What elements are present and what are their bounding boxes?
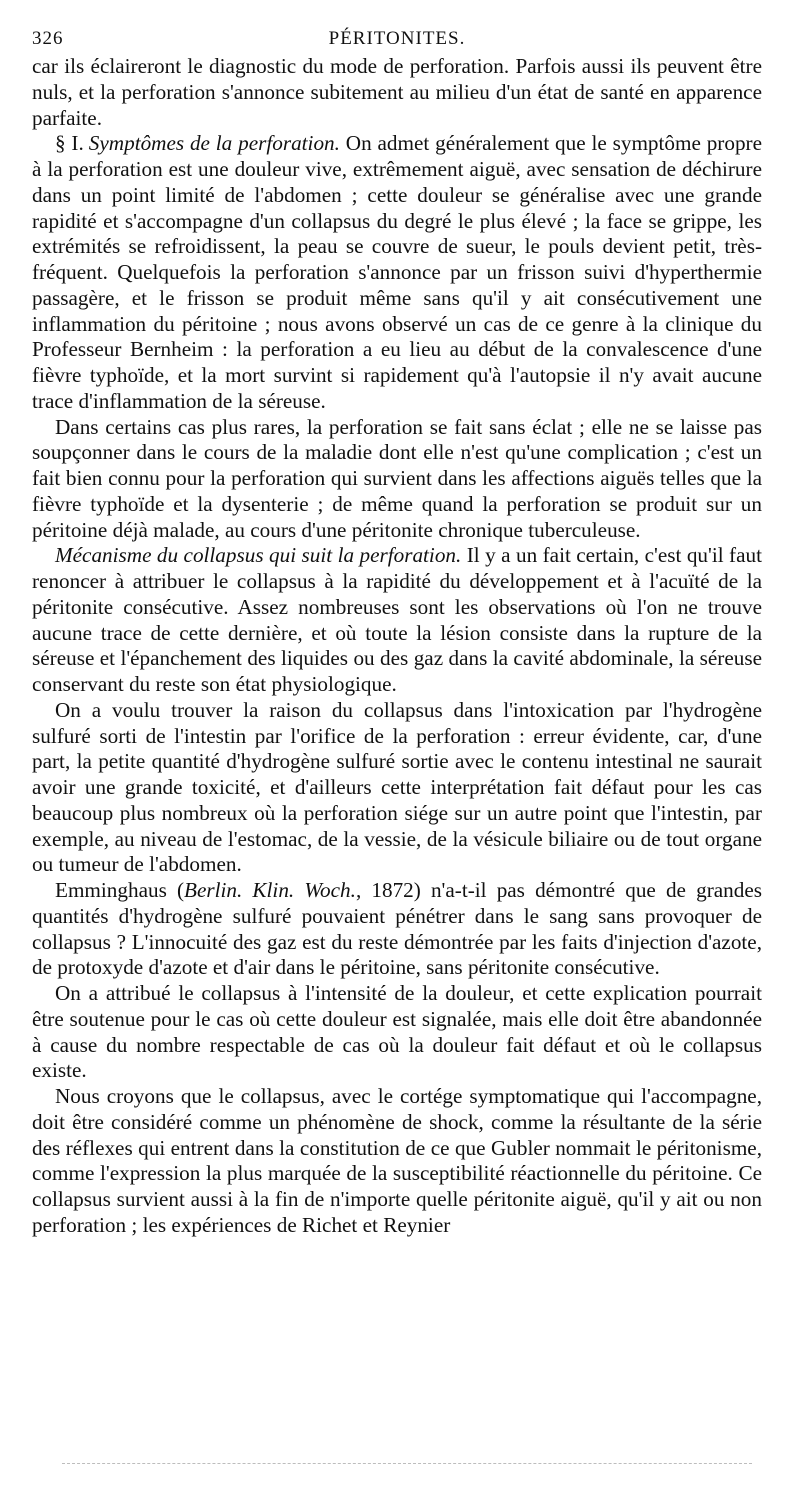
book-page bbox=[32, 28, 762, 1239]
paragraph-text: On admet généralement que le symptôme propre à la perforation est une douleur vive, extrêmement aiguë, avec sensation de déchirure dans un point limité de l'abdomen ; cette douleur se généralise avec une grande rapidité et s'accompagne d'un collapsus du degré le plus élevé ; la face se grippe, les extrémités se refroidissent, la peau se couvre de sueur, le pouls devient petit, très-fréquent. Quelquefois la perforation s'annonce par un frisson suivi d'hyperthermie passagère, et le frisson se produit même sans qu'il y ait consécutivement une inflammation du péritoine ; nous avons observé un cas de ce genre à la clinique du Professeur Bernheim : la perforation a eu lieu au début de la convalescence d'une fièvre typhoïde, et la mort survint si rapidement qu'à l'autopsie il n'y avait aucune trace d'inflammation de la séreuse. bbox=[32, 131, 763, 413]
paragraph-mechanism bbox=[32, 543, 762, 698]
paragraph-symptoms bbox=[32, 131, 762, 414]
paragraph-text: Il y a un fait certain, c'est qu'il faut renoncer à attribuer le collapsus à la rapidité du développement et à l'acuïté de la péritonite consécutive. Assez nombreuses sont les observations où l'on ne trouve aucune trace de cette dernière, et où toute la lésion consiste dans la rupture de la séreuse et l'épanchement des liquides ou des gaz dans la cavité abdominale, la séreuse conservant du reste son état physiologique. bbox=[32, 543, 762, 696]
paragraph-rare-cases: Dans certains cas plus rares, la perforation se fait sans éclat ; elle ne se laisse pas soupçonner dans le cours de la maladie dont elle n'est qu'une complication ; c'est un fait bien connu pour la perforation qui survient dans les affections aiguës telles que la fièvre typhoïde et la dysenterie ; de même quand la perforation se produit sur un péritoine déjà malade, au cours d'une péritonite chronique tuberculeuse. bbox=[32, 414, 762, 542]
paragraph-pain: On a attribué le collapsus à l'intensité de la douleur, et cette explication pourrait être soutenue pour le cas où cette douleur est signalée, mais elle doit être abandonnée à cause du nombre respectable de cas où la douleur fait défaut et où le collapsus existe. bbox=[32, 981, 762, 1083]
paragraph-text: , 1872) n'a-t-il pas démontré que de grandes quantités d'hydrogène sulfuré pouvaient pénétrer dans le sang sans provoquer de collapsus ? L'innocuité des gaz est du reste démontrée par les faits d'injection d'azote, de protoxyde d'azote et d'air dans le péritoine, sans péritonite consécutive. bbox=[32, 878, 762, 980]
section-heading-symptoms: Symptômes de la perforation. bbox=[88, 131, 340, 156]
section-marker: § I. bbox=[55, 131, 84, 156]
paragraph-continuation: car ils éclaireront le diagnostic du mode de perforation. Parfois aussi ils peuvent être nuls, et la perforation s'annonce subitement au milieu d'un état de santé en apparence parfaite. bbox=[32, 54, 762, 130]
journal-citation: Berlin. Klin. Woch. bbox=[184, 878, 356, 902]
paragraph-shock: Nous croyons que le collapsus, avec le cortége symptomatique qui l'accompagne, doit être considéré comme un phénomène de shock, comme la résultante de la série des réflexes qui entrent dans la constitution de ce que Gubler nommait le péritonisme, comme l'expression la plus marquée de la susceptibilité réactionnelle du péritoine. Ce collapsus survient aussi à la fin de n'importe quelle péritonite aiguë, qu'il y ait ou non perforation ; les expériences de Richet et Reynier bbox=[32, 1084, 762, 1237]
paragraph-lead: Emminghaus ( bbox=[55, 878, 185, 902]
bottom-scan-rule bbox=[62, 1463, 752, 1464]
section-heading-mechanism: Mécanisme du collapsus qui suit la perforation. bbox=[55, 543, 462, 568]
page-number: 326 bbox=[32, 28, 64, 49]
paragraph-intoxication: On a voulu trouver la raison du collapsus dans l'intoxication par l'hydrogène sulfuré sorti de l'intestin par l'orifice de la perforation : erreur évidente, car, d'une part, la petite quantité d'hydrogène sulfuré sortie avec le contenu intestinal ne saurait avoir une grande toxicité, et d'ailleurs cette interprétation fait défaut pour les cas beaucoup plus nombreux où la perforation siége sur un autre point que l'intestin, par exemple, au niveau de l'estomac, de la vessie, de la vésicule biliaire ou de tout organe ou tumeur de l'abdomen. bbox=[32, 697, 762, 877]
body-text bbox=[32, 54, 762, 1239]
running-head bbox=[32, 28, 762, 54]
paragraph-emminghaus bbox=[32, 878, 762, 981]
running-title: PÉRITONITES. bbox=[328, 28, 466, 49]
